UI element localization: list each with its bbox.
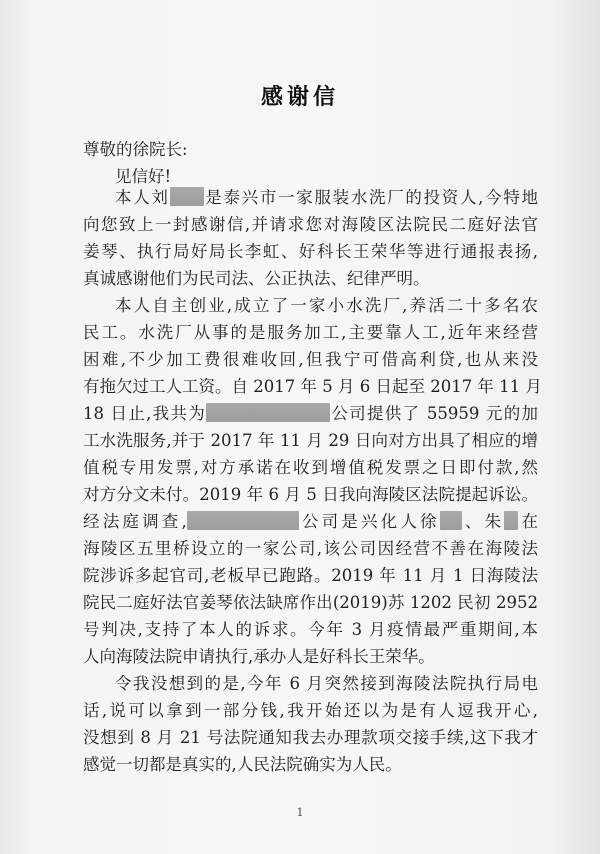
text-line: 本人自主创业,成立了一家小水洗厂,养活二十多名农 [115, 296, 538, 315]
redacted-name [504, 511, 518, 530]
text-segment: 18 日止,我共为 [83, 404, 207, 423]
text-line: 海陵区五里桥设立的一家公司,该公司因经营不善在海陵法 [83, 539, 538, 558]
text-segment: 在 [518, 512, 539, 531]
text-segment: 本人刘 [115, 188, 170, 207]
text-line: 院民二庭好法官姜琴依法缺席作出(2019)苏 1202 民初 2952 [83, 593, 538, 612]
text-line [83, 511, 538, 533]
redacted-name [170, 187, 204, 206]
text-line: 没想到 8 月 21 号法院通知我去办理款项交接手续,这下我才 [83, 728, 538, 747]
text-line: 困难,不少加工费很难收回,但我宁可借高利贷,也从来没 [83, 350, 538, 369]
text-line: 向您致上一封感谢信,并请求您对海陵区法院民二庭好法官 [83, 215, 538, 234]
redacted-name [440, 511, 462, 530]
text-segment: 公司提供了 55959 元的加 [330, 404, 538, 423]
text-line: 工水洗服务,并于 2017 年 11 月 29 日向对方出具了相应的增 [83, 431, 538, 450]
redacted-company [206, 403, 330, 422]
text-line [115, 187, 538, 209]
redacted-company [187, 511, 299, 530]
text-line [83, 403, 538, 425]
page-number: 1 [296, 806, 304, 819]
text-line: 有拖欠过工人工资。自 2017 年 5 月 6 日起至 2017 年 11 月 [83, 377, 542, 396]
greeting: 见信好! [115, 167, 172, 186]
text-line: 话,说可以拿到一部分钱,我开始还以为是有人逗我开心, [83, 701, 538, 720]
text-line: 民工。水洗厂从事的是服务加工,主要靠人工,近年来经营 [83, 323, 538, 342]
text-segment: 公司是兴化人徐 [298, 512, 440, 531]
text-line: 值税专用发票,对方承诺在收到增值税发票之日即付款,然 [83, 458, 538, 477]
text-line: 院涉诉多起官司,老板早已跑路。2019 年 11 月 1 日海陵法 [83, 566, 538, 585]
text-line: 感觉一切都是真实的,人民法院确实为人民。 [83, 755, 402, 774]
text-line: 人向海陵法院申请执行,承办人是好科长王荣华。 [83, 647, 435, 666]
salutation: 尊敬的徐院长: [83, 140, 188, 159]
text-segment: 、朱 [461, 512, 505, 531]
text-line: 对方分文未付。2019 年 6 月 5 日我向海陵区法院提起诉讼。 [83, 485, 538, 504]
text-line: 令我没想到的是,今年 6 月突然接到海陵法院执行局电 [115, 674, 538, 693]
text-segment: 经法庭调查, [83, 512, 187, 531]
text-line: 姜琴、执行局好局长李虹、好科长王荣华等进行通报表扬, [83, 242, 538, 261]
letter-title: 感谢信 [260, 84, 339, 110]
text-line: 号判决,支持了本人的诉求。今年 3 月疫情最严重期间,本 [83, 620, 538, 639]
text-segment: 是泰兴市一家服装水洗厂的投资人,今特地 [203, 188, 539, 207]
text-line: 真诚感谢他们为民司法、公正执法、纪律严明。 [83, 269, 430, 288]
